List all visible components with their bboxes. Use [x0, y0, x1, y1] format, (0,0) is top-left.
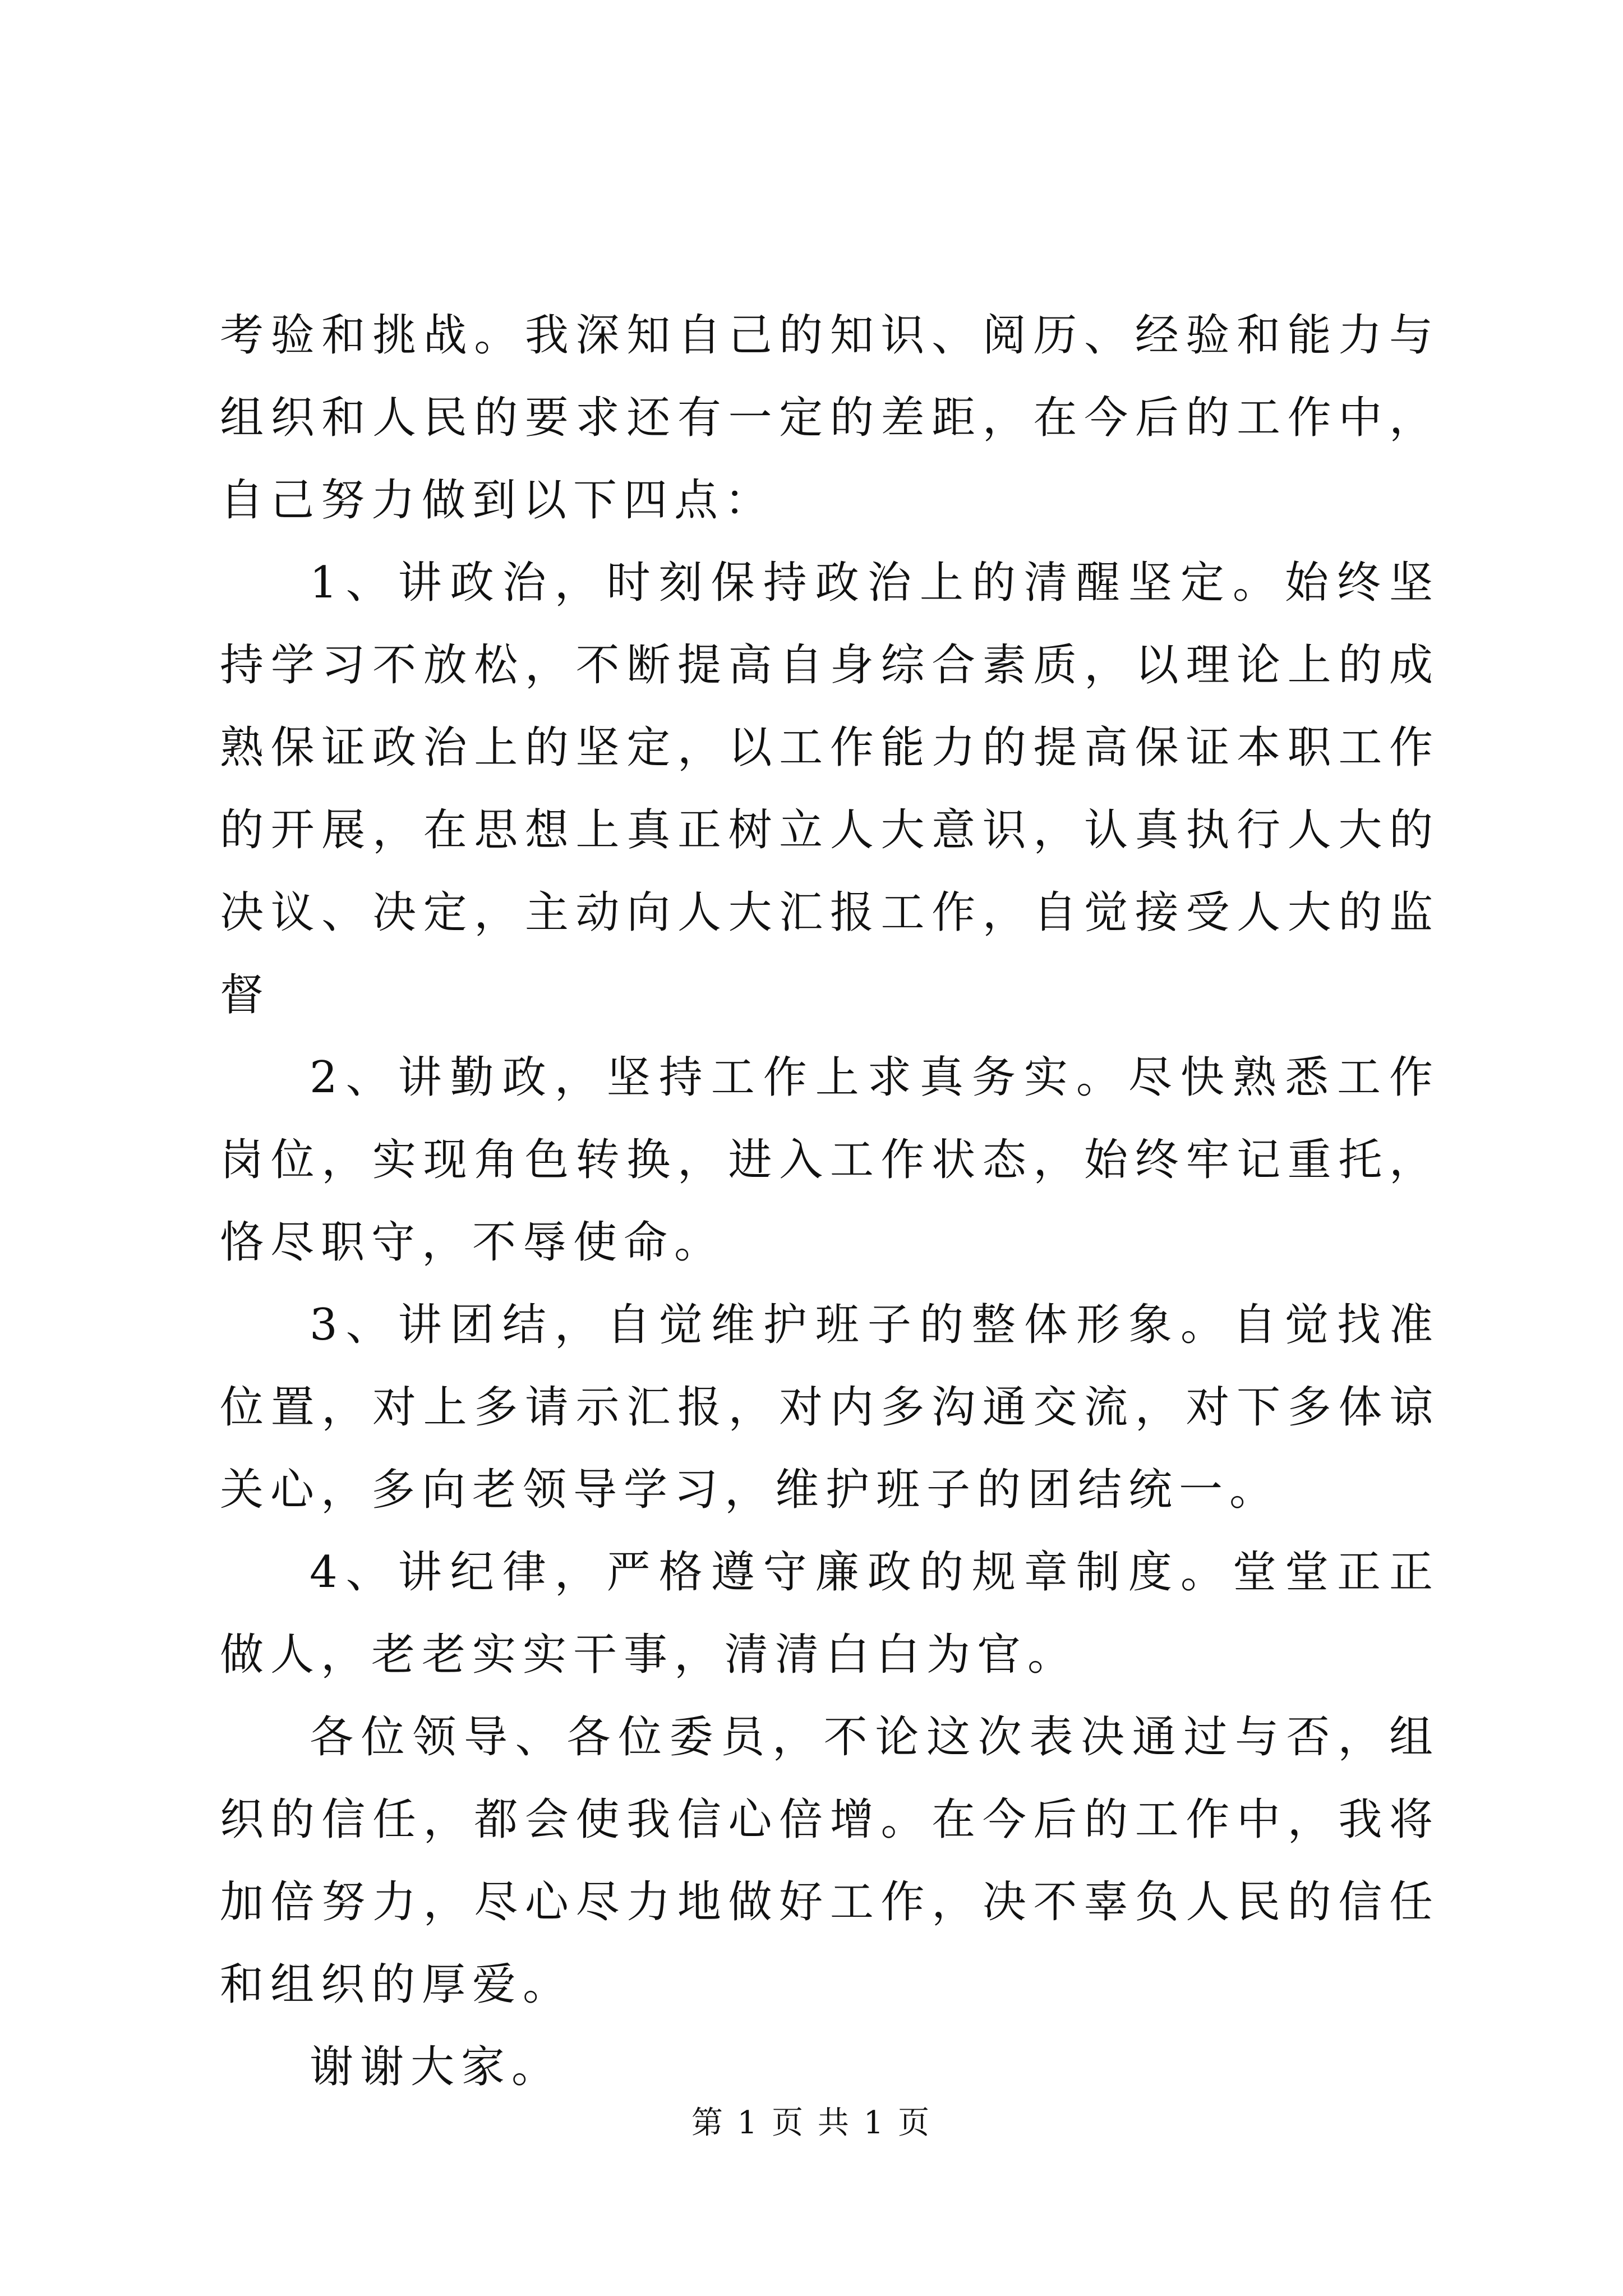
page-number-footer: 第 1 页 共 1 页 — [691, 2105, 932, 2141]
document-body — [220, 295, 1440, 2109]
paragraph-point-4: 4、讲纪律，严格遵守廉政的规章制度。堂堂正正做人，老老实实干事，清清白白为官。 — [220, 1547, 1440, 1680]
paragraph-point-1: 1、讲政治，时刻保持政治上的清醒坚定。始终坚持学习不放松，不断提高自身综合素质，以理论上的成熟保证政治上的坚定，以工作能力的提高保证本职工作的开展，在思想上真正树立人大意识，认真执行人大的决议、决定，主动向人大汇报工作，自觉接受人大的监督 — [220, 558, 1440, 1020]
paragraph-thanks: 谢谢大家。 — [310, 2042, 562, 2092]
paragraph-point-2: 2、讲勤政，坚持工作上求真务实。尽快熟悉工作岗位，实现角色转换，进入工作状态，始终牢记重托，恪尽职守，不辱使命。 — [220, 1052, 1440, 1268]
paragraph-continuation: 考验和挑战。我深知自己的知识、阅历、经验和能力与组织和人民的要求还有一定的差距，在今后的工作中，自己努力做到以下四点： — [220, 310, 1440, 526]
paragraph-closing: 各位领导、各位委员，不论这次表决通过与否，组织的信任，都会使我信心倍增。在今后的工作中，我将加倍努力，尽心尽力地做好工作，决不辜负人民的信任和组织的厚爱。 — [220, 1712, 1440, 2010]
paragraph-point-3: 3、讲团结，自觉维护班子的整体形象。自觉找准位置，对上多请示汇报，对内多沟通交流，对下多体谅关心，多向老领导学习，维护班子的团结统一。 — [220, 1300, 1440, 1515]
